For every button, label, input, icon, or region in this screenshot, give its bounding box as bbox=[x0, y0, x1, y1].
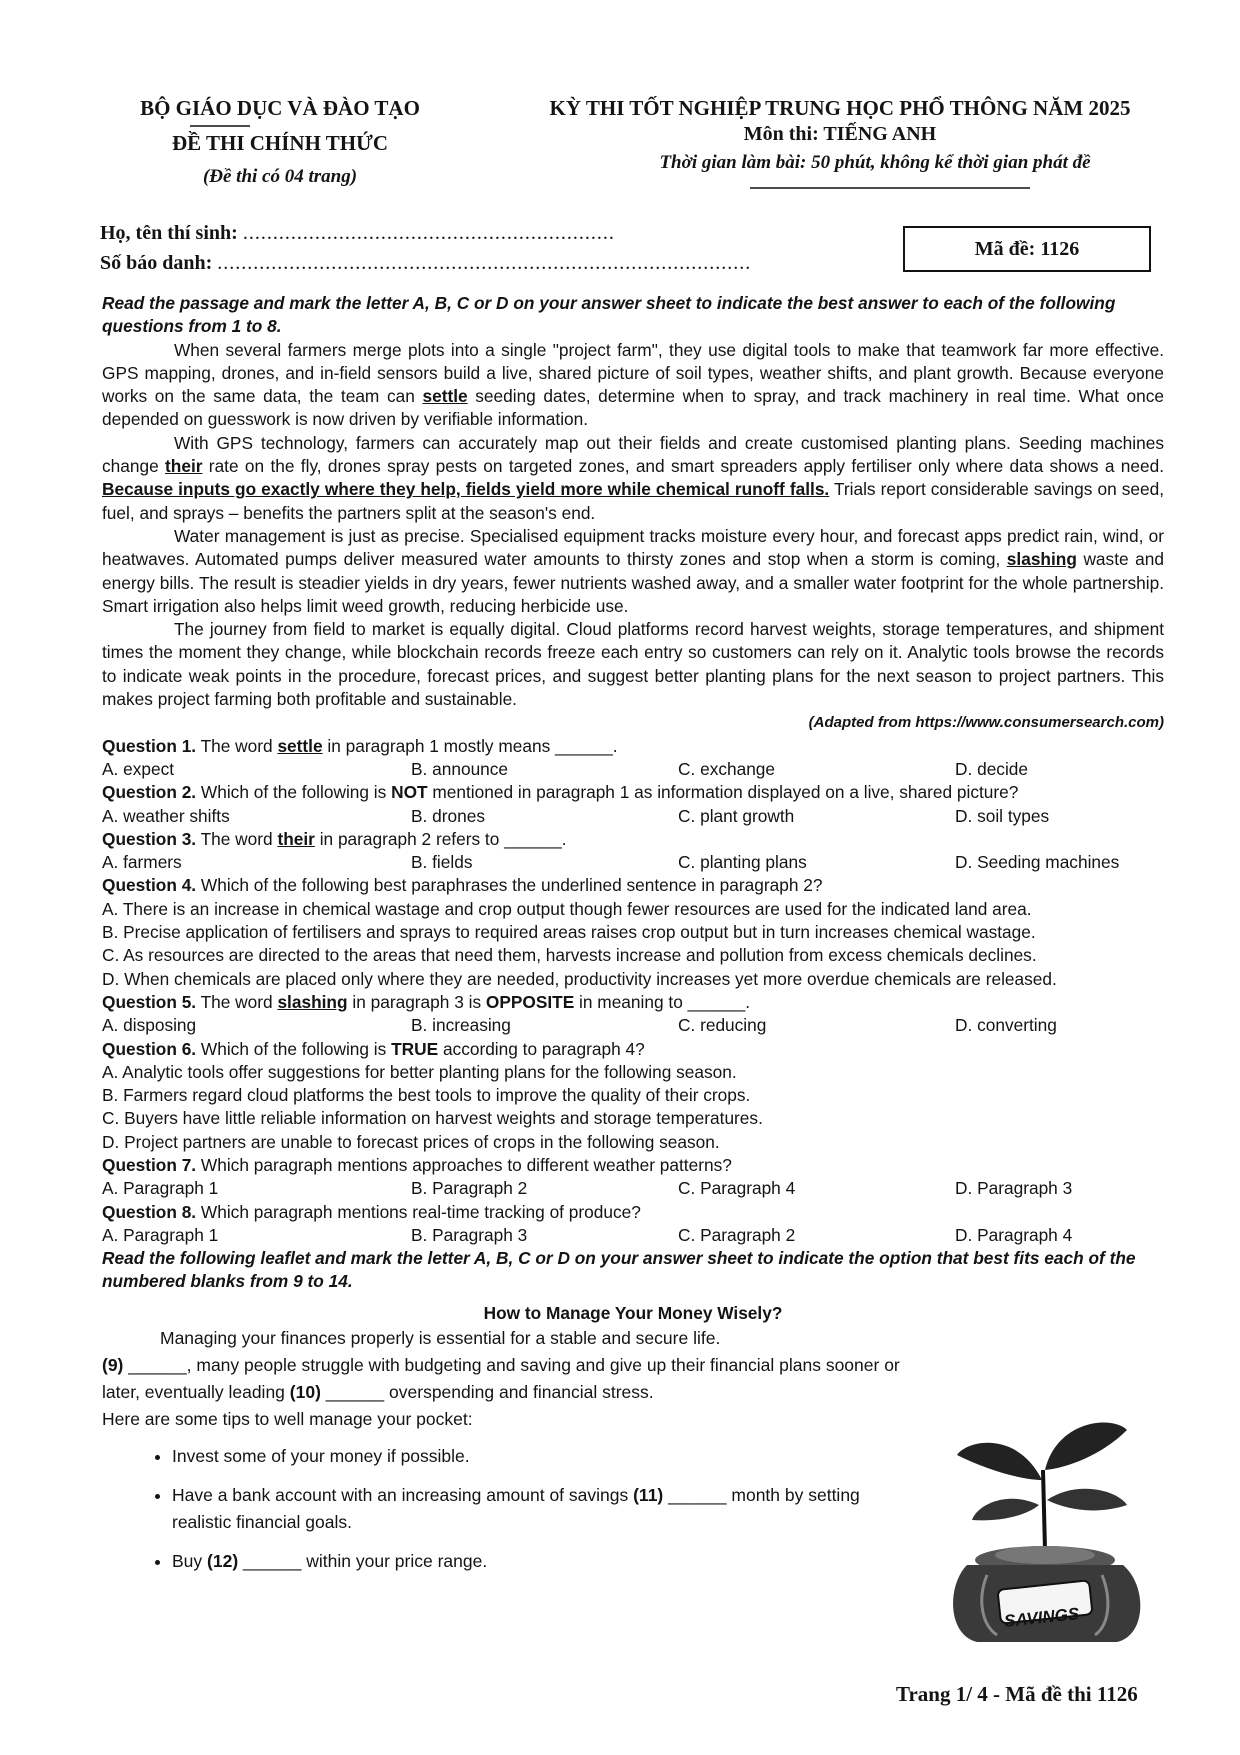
q7-option-a[interactable]: A. Paragraph 1 bbox=[102, 1178, 219, 1199]
tip-1: • Invest some of your money if possible. bbox=[172, 1443, 922, 1470]
blank-11-number: (11) bbox=[633, 1485, 664, 1506]
q3-option-d[interactable]: D. Seeding machines bbox=[955, 852, 1120, 873]
q8-option-d[interactable]: D. Paragraph 4 bbox=[955, 1224, 1073, 1245]
passage-paragraph-3: Water management is just as precise. Specialised equipment tracks moisture every hour, and forecast apps predict rain, wind, or heatwaves. Automated pumps deliver measured water amounts to thirsty zones and stop when a storm is coming, slashing waste and energy bills. The result is steadier yields in dry years, fewer nutrients washed away, and a smaller water footprint for the whole partnership. Smart irrigation also helps limit weed growth, reducing herbicide use. bbox=[102, 525, 1164, 616]
savings-label: SAVINGS bbox=[1003, 1604, 1081, 1631]
candidate-name-label: Họ, tên thí sinh: bbox=[100, 222, 238, 244]
q4-option-d[interactable]: D. When chemicals are placed only where they are needed, productivity increases yet more overdue chemicals are released. bbox=[102, 968, 1057, 989]
q8-option-b[interactable]: B. Paragraph 3 bbox=[411, 1224, 528, 1245]
q4-option-c[interactable]: C. As resources are directed to the areas that need them, harvests increase and pollution from excess chemicals declines. bbox=[102, 945, 1037, 966]
keyword-slashing: slashing bbox=[1006, 549, 1077, 570]
q2-option-c[interactable]: C. plant growth bbox=[678, 805, 795, 826]
candidate-info bbox=[100, 218, 751, 278]
q3-option-b[interactable]: B. fields bbox=[411, 852, 473, 873]
ministry-name: BỘ GIÁO DỤC VÀ ĐÀO TẠO bbox=[140, 96, 420, 120]
exam-code-box: Mã đề: 1126 bbox=[903, 226, 1151, 272]
tip-2: • Have a bank account with an increasing amount of savings (11) ______ month by setting realistic financial goals. bbox=[172, 1482, 922, 1536]
q6-option-c[interactable]: C. Buyers have little reliable information on harvest weights and storage temperatures. bbox=[102, 1108, 763, 1129]
passage-paragraph-4: The journey from field to market is equally digital. Cloud platforms record harvest weights, storage temperatures, and shipment times the moment they change, while blockchain records freeze each entry so customers can rely on it. Analytic tools browse the records to indicate weak points in the procedure, forecast prices, and suggest better planting plans for the next season to project partners. This makes project farming both profitable and sustainable. bbox=[102, 619, 1164, 710]
q2-option-d[interactable]: D. soil types bbox=[955, 805, 1050, 826]
leaflet-tips-intro: Here are some tips to well manage your pocket: bbox=[102, 1409, 473, 1430]
tips-list bbox=[102, 1443, 922, 1575]
question-7: Question 7. Which paragraph mentions approaches to different weather patterns? bbox=[102, 1154, 732, 1175]
q1-option-d[interactable]: D. decide bbox=[955, 758, 1029, 779]
q5-option-d[interactable]: D. converting bbox=[955, 1015, 1057, 1036]
time-underline bbox=[750, 186, 1030, 190]
official-exam-label: ĐỀ THI CHÍNH THỨC bbox=[171, 131, 389, 155]
page-footer: Trang 1/ 4 - Mã đề thi 1126 bbox=[896, 1682, 1138, 1706]
question-3: Question 3. The word their in paragraph 2 refers to ______. bbox=[102, 828, 567, 849]
q7-option-c[interactable]: C. Paragraph 4 bbox=[678, 1178, 796, 1199]
tip-3: • Buy (12) ______ within your price range. bbox=[172, 1548, 922, 1575]
q6-option-d[interactable]: D. Project partners are unable to forecast prices of crops in the following season. bbox=[102, 1131, 720, 1152]
keyword-their: their bbox=[165, 456, 203, 477]
question-8: Question 8. Which paragraph mentions real-time tracking of produce? bbox=[102, 1201, 641, 1222]
q4-option-b[interactable]: B. Precise application of fertilisers and sprays to required areas raises crop output but in turn increases chemical wastage. bbox=[102, 922, 1036, 943]
question-7-options bbox=[102, 1177, 1164, 1200]
q5-option-a[interactable]: A. disposing bbox=[102, 1015, 197, 1036]
question-4: Question 4. Which of the following best paraphrases the underlined sentence in paragraph 2? bbox=[102, 875, 823, 896]
blank-9-number: (9) bbox=[102, 1355, 124, 1376]
passage-paragraph-1: When several farmers merge plots into a single "project farm", they use digital tools to make that teamwork far more effective. GPS mapping, drones, and in-field sensors build a live, shared picture of soil types, weather shifts, and plant growth. Because everyone works on the same data, the team can settle seeding dates, determine when to spray, and track machinery in real time. What once depended on guesswork is now driven by verifiable information. bbox=[102, 339, 1165, 430]
passage-paragraph-2: With GPS technology, farmers can accurately map out their fields and create customised planting plans. Seeding machines change their rate on the fly, drones spray pests on targeted zones, and smart spreaders apply fertiliser only where data shows a need. Because inputs go exactly where they help, fields yield more while chemical runoff falls. Trials report considerable savings on seed, fuel, and sprays – benefits the partners split at the season's end. bbox=[102, 432, 1164, 523]
q4-option-a[interactable]: A. There is an increase in chemical wastage and crop output though fewer resources are used for the indicated land area. bbox=[102, 898, 1032, 919]
underlined-sentence: Because inputs go exactly where they help, fields yield more while chemical runoff falls. bbox=[102, 479, 830, 500]
section2-instruction: Read the following leaflet and mark the letter A, B, C or D on your answer sheet to indicate the option that best fits each of the numbered blanks from 9 to 14. bbox=[102, 1248, 1136, 1292]
header-underline bbox=[190, 124, 250, 128]
question-6: Question 6. Which of the following is TRUE according to paragraph 4? bbox=[102, 1038, 645, 1059]
passage-source: (Adapted from https://www.consumersearch.com) bbox=[808, 714, 1164, 732]
time-note: Thời gian làm bài: 50 phút, không kể thời gian phát đề bbox=[659, 152, 1091, 173]
q1-option-b[interactable]: B. announce bbox=[411, 758, 509, 779]
subject-label: Môn thi: TIẾNG ANH bbox=[743, 123, 937, 145]
q1-option-a[interactable]: A. expect bbox=[102, 758, 175, 779]
question-8-options bbox=[102, 1224, 1164, 1247]
exam-content bbox=[102, 292, 1165, 1631]
q8-option-c[interactable]: C. Paragraph 2 bbox=[678, 1224, 796, 1245]
pages-note: (Đề thi có 04 trang) bbox=[202, 166, 358, 187]
blank-10-number: (10) bbox=[289, 1382, 321, 1403]
candidate-id-label: Số báo danh: bbox=[100, 252, 213, 274]
blank-12-number: (12) bbox=[207, 1551, 239, 1572]
question-1: Question 1. The word settle in paragraph 1 mostly means ______. bbox=[102, 735, 618, 756]
q2-option-b[interactable]: B. drones bbox=[411, 805, 485, 826]
q1-option-c[interactable]: C. exchange bbox=[678, 758, 776, 779]
q6-option-b[interactable]: B. Farmers regard cloud platforms the best tools to improve the quality of their crops. bbox=[102, 1085, 751, 1106]
header-left bbox=[100, 96, 460, 198]
q5-option-b[interactable]: B. increasing bbox=[411, 1015, 511, 1036]
q7-option-b[interactable]: B. Paragraph 2 bbox=[411, 1178, 528, 1199]
q3-option-a[interactable]: A. farmers bbox=[102, 852, 182, 873]
question-3-options bbox=[102, 851, 1164, 874]
question-1-options bbox=[102, 758, 1164, 781]
section1-instruction: Read the passage and mark the letter A, B, C or D on your answer sheet to indicate the best answer to each of the following questions from 1 to 8. bbox=[102, 293, 1116, 337]
q6-option-a[interactable]: A. Analytic tools offer suggestions for better planting plans for the following season. bbox=[102, 1061, 737, 1082]
candidate-name-field[interactable]: .............................................................. bbox=[242, 222, 615, 244]
leaflet-title: How to Manage Your Money Wisely? bbox=[483, 1302, 783, 1323]
q7-option-d[interactable]: D. Paragraph 3 bbox=[955, 1178, 1073, 1199]
q8-option-a[interactable]: A. Paragraph 1 bbox=[102, 1224, 219, 1245]
q5-option-c[interactable]: C. reducing bbox=[678, 1015, 767, 1036]
keyword-settle: settle bbox=[422, 386, 468, 407]
leaflet-intro: Managing your finances properly is essential for a stable and secure life. bbox=[160, 1328, 721, 1349]
candidate-id-field[interactable]: ......................................................................................... bbox=[217, 252, 752, 274]
leaflet bbox=[102, 1325, 1164, 1631]
q2-option-a[interactable]: A. weather shifts bbox=[102, 805, 230, 826]
question-2-options bbox=[102, 805, 1164, 828]
exam-title: KỲ THI TỐT NGHIỆP TRUNG HỌC PHỔ THÔNG NĂM 2025 bbox=[549, 96, 1131, 120]
leaflet-blanks-9-10: (9) ______, many people struggle with budgeting and saving and give up their financial plans sooner or later, eventually leading (10) ______ overspending and financial stress. bbox=[102, 1355, 900, 1403]
question-5: Question 5. The word slashing in paragraph 3 is OPPOSITE in meaning to ______. bbox=[102, 991, 751, 1012]
question-2: Question 2. Which of the following is NOT mentioned in paragraph 1 as information displayed on a live, shared picture? bbox=[102, 782, 1019, 803]
question-5-options bbox=[102, 1014, 1164, 1037]
header-right bbox=[500, 96, 1180, 174]
q3-option-c[interactable]: C. planting plans bbox=[678, 852, 807, 873]
